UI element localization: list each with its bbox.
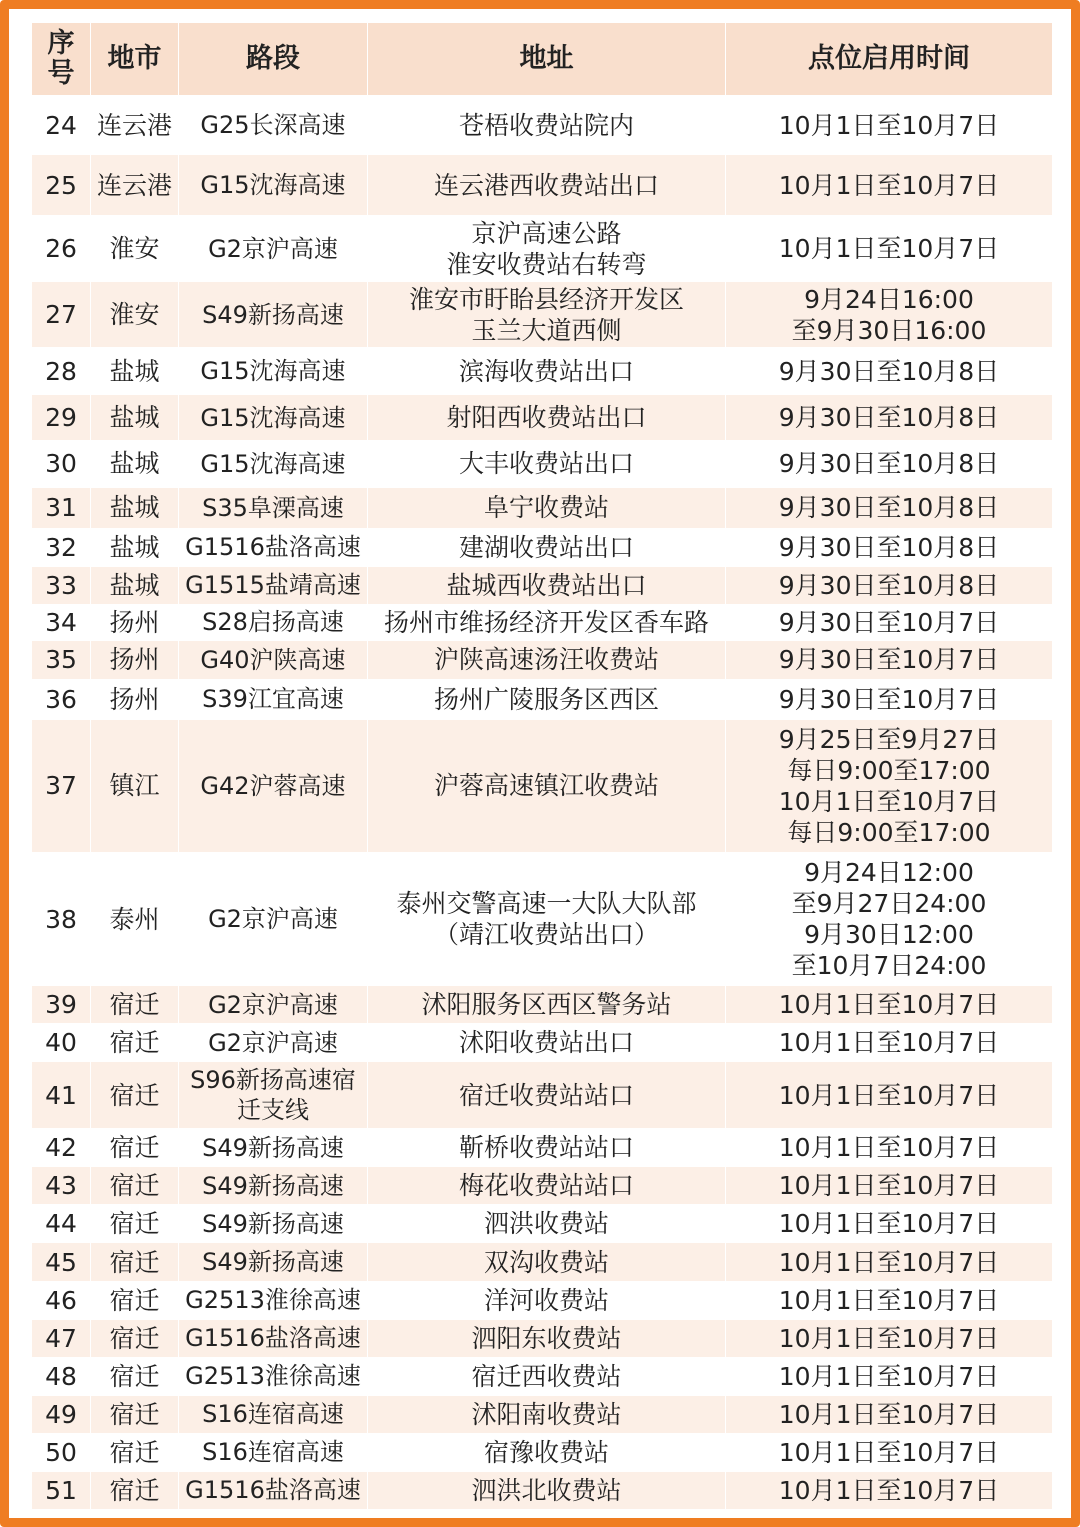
cell-road-section: G2京沪高速: [179, 216, 368, 282]
cell-active-time: 9月24日16:00 至9月30日16:00: [726, 282, 1053, 348]
cell-address: 大丰收费站出口: [368, 441, 726, 487]
cell-city: 盐城: [91, 441, 179, 487]
cell-active-time: 10月1日至10月7日: [726, 1319, 1053, 1357]
cell-city: 宿迁: [91, 1243, 179, 1281]
cell-address: 泗洪收费站: [368, 1205, 726, 1243]
cell-index: 43: [32, 1167, 91, 1205]
cell-address: 阜宁收费站: [368, 487, 726, 528]
cell-road-section: G15沈海高速: [179, 155, 368, 216]
cell-active-time: 10月1日至10月7日: [726, 1205, 1053, 1243]
cell-address: 沭阳服务区西区警务站: [368, 986, 726, 1024]
cell-active-time: 10月1日至10月7日: [726, 1024, 1053, 1062]
cell-road-section: S49新扬高速: [179, 1243, 368, 1281]
cell-active-time: 10月1日至10月7日: [726, 96, 1053, 155]
cell-active-time: 10月1日至10月7日: [726, 1433, 1053, 1471]
cell-active-time: 10月1日至10月7日: [726, 1129, 1053, 1167]
cell-address: 扬州广陵服务区西区: [368, 679, 726, 719]
table-row: [32, 282, 1053, 348]
cell-city: 盐城: [91, 395, 179, 441]
table-row: [32, 1205, 1053, 1243]
cell-road-section: S49新扬高速: [179, 1129, 368, 1167]
cell-road-section: S96新扬高速宿 迁支线: [179, 1062, 368, 1129]
cell-index: 37: [32, 719, 91, 852]
cell-index: 28: [32, 348, 91, 395]
cell-road-section: G2京沪高速: [179, 1024, 368, 1062]
cell-city: 宿迁: [91, 1281, 179, 1319]
cell-active-time: 10月1日至10月7日: [726, 1395, 1053, 1433]
cell-address: 滨海收费站出口: [368, 348, 726, 395]
table-header: [32, 23, 1053, 96]
cell-city: 扬州: [91, 679, 179, 719]
cell-active-time: 10月1日至10月7日: [726, 986, 1053, 1024]
cell-city: 宿迁: [91, 1062, 179, 1129]
cell-address: 宿迁西收费站: [368, 1357, 726, 1395]
header-address: 地址: [368, 23, 726, 96]
table-row: [32, 1395, 1053, 1433]
cell-city: 淮安: [91, 282, 179, 348]
cell-index: 51: [32, 1471, 91, 1509]
cell-city: 连云港: [91, 96, 179, 155]
table-row: [32, 441, 1053, 487]
table-row: [32, 155, 1053, 216]
cell-road-section: S49新扬高速: [179, 1167, 368, 1205]
cell-active-time: 10月1日至10月7日: [726, 216, 1053, 282]
cell-road-section: G25长深高速: [179, 96, 368, 155]
cell-road-section: G2京沪高速: [179, 986, 368, 1024]
cell-active-time: 10月1日至10月7日: [726, 1062, 1053, 1129]
cell-active-time: 10月1日至10月7日: [726, 1471, 1053, 1509]
table-row: [32, 719, 1053, 852]
cell-address: 靳桥收费站站口: [368, 1129, 726, 1167]
cell-index: 30: [32, 441, 91, 487]
cell-road-section: G1516盐洛高速: [179, 1471, 368, 1509]
cell-road-section: S49新扬高速: [179, 282, 368, 348]
cell-road-section: G1516盐洛高速: [179, 1319, 368, 1357]
cell-city: 连云港: [91, 155, 179, 216]
cell-road-section: S35阜溧高速: [179, 487, 368, 528]
cell-index: 34: [32, 604, 91, 640]
cell-road-section: S28启扬高速: [179, 604, 368, 640]
table-row: [32, 852, 1053, 985]
cell-road-section: G2京沪高速: [179, 852, 368, 985]
table-row: [32, 1243, 1053, 1281]
cell-index: 40: [32, 1024, 91, 1062]
table-row: [32, 348, 1053, 395]
cell-active-time: 9月30日至10月8日: [726, 566, 1053, 604]
cell-road-section: G15沈海高速: [179, 441, 368, 487]
cell-index: 36: [32, 679, 91, 719]
cell-active-time: 9月30日至10月8日: [726, 348, 1053, 395]
cell-address: 扬州市维扬经济开发区香车路: [368, 604, 726, 640]
cell-active-time: 9月30日至10月8日: [726, 395, 1053, 441]
cell-active-time: 10月1日至10月7日: [726, 1167, 1053, 1205]
cell-address: 沭阳南收费站: [368, 1395, 726, 1433]
cell-index: 47: [32, 1319, 91, 1357]
cell-active-time: 10月1日至10月7日: [726, 1281, 1053, 1319]
cell-city: 宿迁: [91, 1205, 179, 1243]
table-row: [32, 566, 1053, 604]
cell-active-time: 10月1日至10月7日: [726, 1357, 1053, 1395]
cell-road-section: S16连宿高速: [179, 1433, 368, 1471]
cell-address: 宿豫收费站: [368, 1433, 726, 1471]
cell-city: 宿迁: [91, 1471, 179, 1509]
cell-index: 35: [32, 640, 91, 679]
table-row: [32, 1129, 1053, 1167]
cell-road-section: S39江宜高速: [179, 679, 368, 719]
table-row: [32, 1471, 1053, 1509]
cell-address: 泗洪北收费站: [368, 1471, 726, 1509]
cell-index: 42: [32, 1129, 91, 1167]
header-city: 地市: [91, 23, 179, 96]
cell-index: 32: [32, 528, 91, 566]
table-row: [32, 528, 1053, 566]
cell-active-time: 9月30日至10月7日: [726, 604, 1053, 640]
cell-active-time: 9月30日至10月7日: [726, 640, 1053, 679]
table-row: [32, 395, 1053, 441]
cell-city: 扬州: [91, 604, 179, 640]
cell-city: 宿迁: [91, 1395, 179, 1433]
cell-address: 宿迁收费站站口: [368, 1062, 726, 1129]
table-row: [32, 679, 1053, 719]
cell-address: 建湖收费站出口: [368, 528, 726, 566]
cell-city: 宿迁: [91, 1319, 179, 1357]
cell-city: 泰州: [91, 852, 179, 985]
cell-index: 39: [32, 986, 91, 1024]
cell-address: 苍梧收费站院内: [368, 96, 726, 155]
cell-index: 48: [32, 1357, 91, 1395]
cell-city: 宿迁: [91, 1129, 179, 1167]
cell-active-time: 9月30日至10月8日: [726, 441, 1053, 487]
cell-active-time: 10月1日至10月7日: [726, 155, 1053, 216]
cell-road-section: G15沈海高速: [179, 348, 368, 395]
cell-index: 49: [32, 1395, 91, 1433]
cell-active-time: 10月1日至10月7日: [726, 1243, 1053, 1281]
cell-active-time: 9月25日至9月27日 每日9:00至17:00 10月1日至10月7日 每日9:00至17:00: [726, 719, 1053, 852]
cell-index: 29: [32, 395, 91, 441]
cell-road-section: S49新扬高速: [179, 1205, 368, 1243]
cell-road-section: G2513淮徐高速: [179, 1357, 368, 1395]
cell-address: 京沪高速公路 淮安收费站右转弯: [368, 216, 726, 282]
table-row: [32, 1062, 1053, 1129]
cell-address: 洋河收费站: [368, 1281, 726, 1319]
cell-road-section: S16连宿高速: [179, 1395, 368, 1433]
cell-index: 24: [32, 96, 91, 155]
cell-active-time: 9月30日至10月7日: [726, 679, 1053, 719]
cell-road-section: G15沈海高速: [179, 395, 368, 441]
cell-city: 镇江: [91, 719, 179, 852]
table-row: [32, 96, 1053, 155]
table-row: [32, 1319, 1053, 1357]
cell-index: 25: [32, 155, 91, 216]
cell-city: 盐城: [91, 348, 179, 395]
cell-index: 44: [32, 1205, 91, 1243]
table-row: [32, 1167, 1053, 1205]
cell-road-section: G40沪陕高速: [179, 640, 368, 679]
header-road-section: 路段: [179, 23, 368, 96]
cell-city: 盐城: [91, 487, 179, 528]
cell-city: 扬州: [91, 640, 179, 679]
table-row: [32, 604, 1053, 640]
cell-city: 宿迁: [91, 1357, 179, 1395]
cell-address: 淮安市盱眙县经济开发区 玉兰大道西侧: [368, 282, 726, 348]
cell-address: 盐城西收费站出口: [368, 566, 726, 604]
table-body: [32, 96, 1053, 1510]
table-row: [32, 640, 1053, 679]
table-row: [32, 487, 1053, 528]
cell-city: 宿迁: [91, 1024, 179, 1062]
table-row: [32, 1433, 1053, 1471]
cell-road-section: G1516盐洛高速: [179, 528, 368, 566]
cell-index: 27: [32, 282, 91, 348]
cell-address: 沪陕高速汤汪收费站: [368, 640, 726, 679]
cell-address: 射阳西收费站出口: [368, 395, 726, 441]
cell-active-time: 9月24日12:00 至9月27日24:00 9月30日12:00 至10月7日24:00: [726, 852, 1053, 985]
cell-road-section: G2513淮徐高速: [179, 1281, 368, 1319]
table-row: [32, 216, 1053, 282]
cell-city: 淮安: [91, 216, 179, 282]
cell-index: 33: [32, 566, 91, 604]
cell-active-time: 9月30日至10月8日: [726, 487, 1053, 528]
cell-address: 泰州交警高速一大队大队部 （靖江收费站出口）: [368, 852, 726, 985]
header-active-time: 点位启用时间: [726, 23, 1053, 96]
table-row: [32, 986, 1053, 1024]
cell-city: 盐城: [91, 566, 179, 604]
cell-address: 连云港西收费站出口: [368, 155, 726, 216]
checkpoint-table: [31, 22, 1053, 1510]
cell-city: 宿迁: [91, 1167, 179, 1205]
cell-road-section: G1515盐靖高速: [179, 566, 368, 604]
cell-city: 宿迁: [91, 1433, 179, 1471]
cell-road-section: G42沪蓉高速: [179, 719, 368, 852]
cell-active-time: 9月30日至10月8日: [726, 528, 1053, 566]
cell-city: 盐城: [91, 528, 179, 566]
cell-index: 46: [32, 1281, 91, 1319]
cell-address: 沪蓉高速镇江收费站: [368, 719, 726, 852]
cell-address: 沭阳收费站出口: [368, 1024, 726, 1062]
cell-city: 宿迁: [91, 986, 179, 1024]
cell-address: 双沟收费站: [368, 1243, 726, 1281]
cell-index: 38: [32, 852, 91, 985]
table-row: [32, 1024, 1053, 1062]
cell-address: 梅花收费站站口: [368, 1167, 726, 1205]
cell-index: 26: [32, 216, 91, 282]
cell-index: 45: [32, 1243, 91, 1281]
table-row: [32, 1357, 1053, 1395]
cell-address: 泗阳东收费站: [368, 1319, 726, 1357]
table-row: [32, 1281, 1053, 1319]
cell-index: 31: [32, 487, 91, 528]
header-index: 序 号: [32, 23, 91, 96]
cell-index: 41: [32, 1062, 91, 1129]
cell-index: 50: [32, 1433, 91, 1471]
